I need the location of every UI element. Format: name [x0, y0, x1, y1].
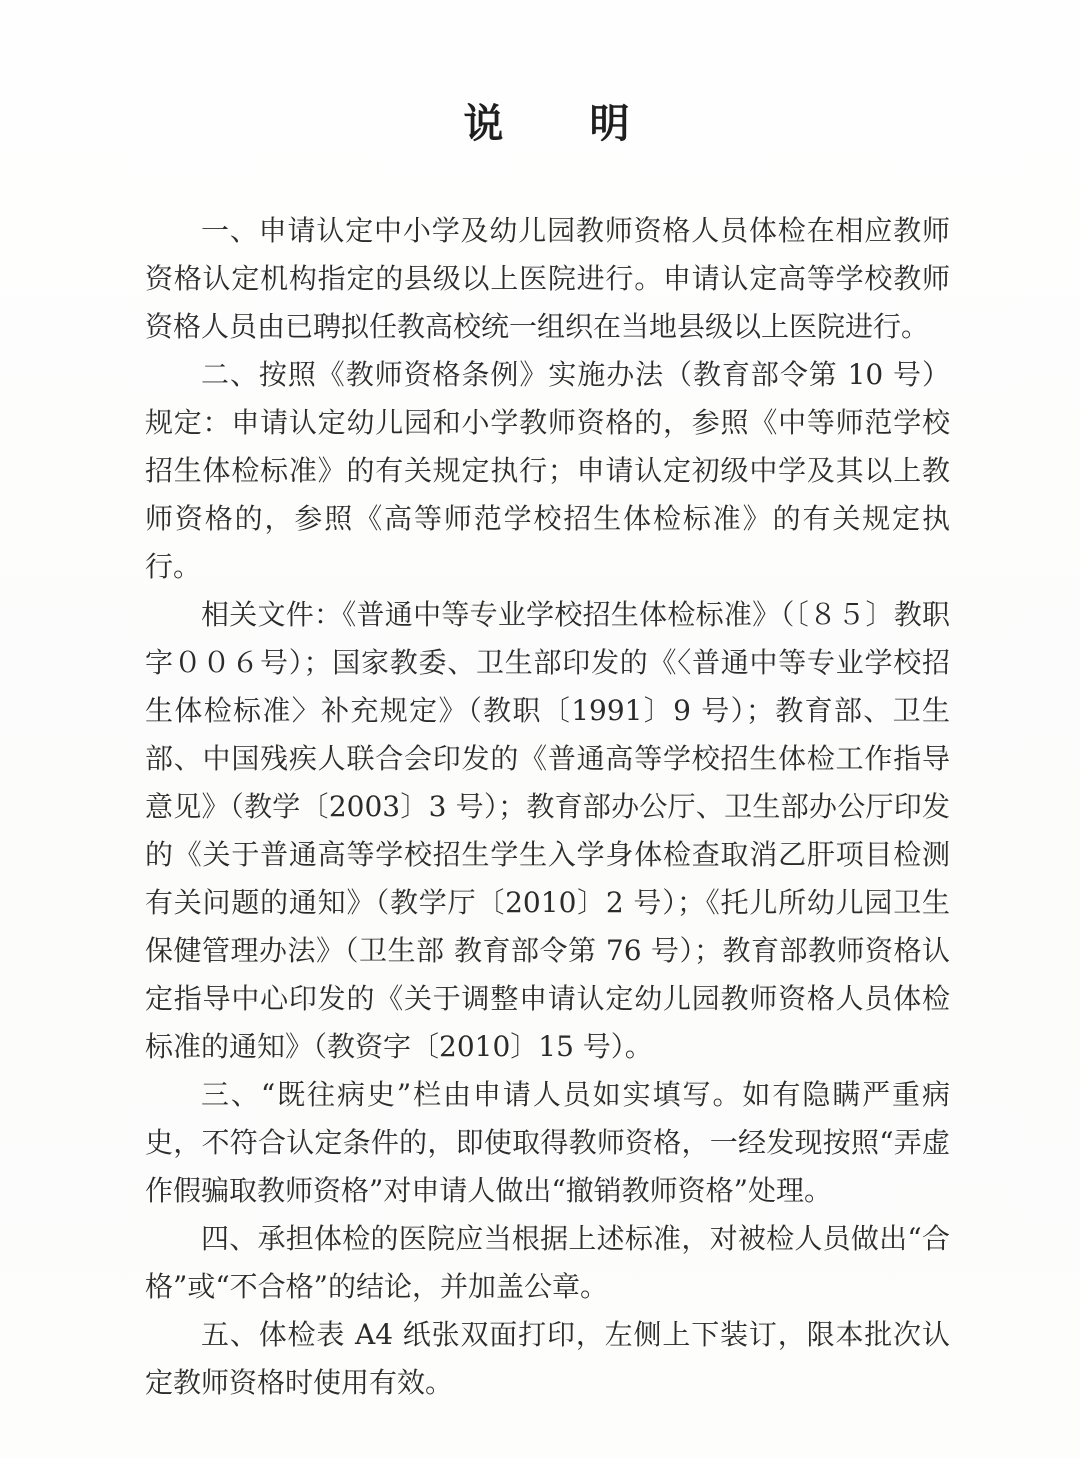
- paragraph-item-2: 二、按照《教师资格条例》实施办法（教育部令第 10 号）规定：申请认定幼儿园和小学教师资格的，参照《中等师范学校招生体检标准》的有关规定执行；申请认定初级中学及其以上教师资格的，参照《高等师范学校招生体检标准》的有关规定执行。: [145, 358, 950, 583]
- paragraph-item-4: 四、承担体检的医院应当根据上述标准，对被检人员做出“合格”或“不合格”的结论，并加盖公章。: [145, 1222, 950, 1303]
- page-title: 说 明: [463, 100, 632, 147]
- paragraph-item-1: 一、申请认定中小学及幼儿园教师资格人员体检在相应教师资格认定机构指定的县级以上医院进行。申请认定高等学校教师资格人员由已聘拟任教高校统一组织在当地县级以上医院进行。: [145, 214, 950, 343]
- paragraph-item-5: 五、体检表 A4 纸张双面打印，左侧上下装订，限本批次认定教师资格时使用有效。: [145, 1318, 950, 1399]
- paragraph-related-documents: 相关文件：《普通中等专业学校招生体检标准》（〔８５〕教职字００６号）；国家教委、卫生部印发的《〈普通中等专业学校招生体检标准〉补充规定》（教职〔1991〕9 号）；教育部、卫生部、中国残疾人联合会印发的《普通高等学校招生体检工作指导意见》（教学〔2003〕3 号）；教育部办公厅、卫生部办公厅印发的《关于普通高等学校招生学生入学身体检查取消乙肝项目检测有关问题的通知》（教学厅〔2010〕2 号）；《托儿所幼儿园卫生保健管理办法》（卫生部 教育部令第 76 号）；教育部教师资格认定指导中心印发的《关于调整申请认定幼儿园教师资格人员体检标准的通知》（教资字〔2010〕15 号）。: [145, 598, 950, 1063]
- document-body: [145, 207, 950, 1407]
- paragraph-item-3: 三、“既往病史”栏由申请人员如实填写。如有隐瞒严重病史，不符合认定条件的，即使取得教师资格，一经发现按照“弄虚作假骗取教师资格”对申请人做出“撤销教师资格”处理。: [145, 1078, 950, 1207]
